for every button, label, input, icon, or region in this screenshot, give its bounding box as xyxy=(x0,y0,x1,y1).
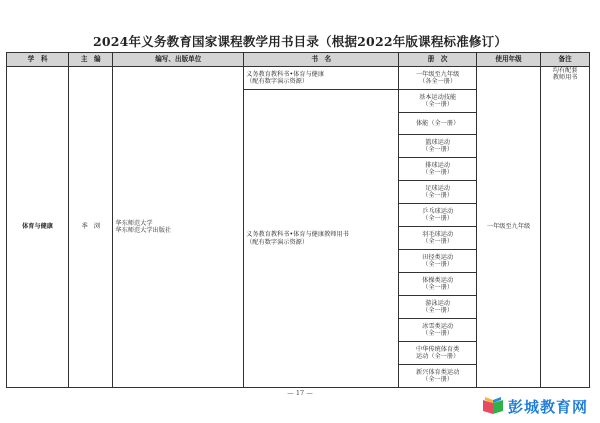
note-line: 教师用书 xyxy=(552,74,578,82)
volume-cell xyxy=(399,365,477,388)
volume-cell xyxy=(399,342,477,365)
volume-line: 羽毛球运动 xyxy=(422,230,454,238)
volume-line: 足球运动 xyxy=(425,184,450,192)
publisher-cell xyxy=(113,67,244,388)
volume-line: 篮球运动 xyxy=(425,138,450,146)
editor-cell: 季 浏 xyxy=(69,67,113,388)
volume-cell xyxy=(399,90,477,113)
open-book-icon xyxy=(482,394,504,416)
volume-line: 游泳运动 xyxy=(425,299,450,307)
header-subject: 学 科 xyxy=(7,53,69,67)
volume-cell xyxy=(399,135,477,158)
note-cell xyxy=(541,67,590,388)
page-number: — 17 — xyxy=(287,389,313,397)
note-line: 均有配套 xyxy=(552,67,578,74)
volume-line: （全一册） xyxy=(422,169,454,176)
watermark-logo xyxy=(482,393,594,419)
volume-cell xyxy=(399,204,477,227)
publisher-line: 华东师范大学 xyxy=(115,219,153,227)
volume-line: （全一册） xyxy=(422,307,454,314)
volume-line: 运动（全一册） xyxy=(415,353,460,360)
volume-line: （全一册） xyxy=(422,330,454,337)
volume-line: 中华传统体育类 xyxy=(415,345,460,353)
grade-cell: 一年级至九年级 xyxy=(476,67,540,388)
volume-line: 体操类运动 xyxy=(422,276,454,284)
volume-cell xyxy=(399,319,477,342)
book-name-cell xyxy=(244,67,399,90)
subject-cell: 体育与健康 xyxy=(7,67,69,388)
header-note: 备注 xyxy=(541,53,590,67)
book-name-line: （配有数字演示资源） xyxy=(246,78,309,85)
volume-line: 基本运动技能 xyxy=(419,93,457,101)
table-header-row xyxy=(7,53,590,67)
watermark-text: 彭城教育网 xyxy=(508,398,589,416)
header-grade: 使用年级 xyxy=(476,53,540,67)
volume-cell xyxy=(399,250,477,273)
volume-cell xyxy=(399,296,477,319)
header-editor: 主 编 xyxy=(69,53,113,67)
publisher-line: 华东师范大学出版社 xyxy=(115,227,172,234)
volume-line: （全一册） xyxy=(422,284,454,291)
volume-cell xyxy=(399,113,477,135)
volume-line: （全一册） xyxy=(422,146,454,153)
book-name-line: （配有数字演示资源） xyxy=(246,238,309,246)
volume-line: 冰雪类运动 xyxy=(422,322,454,330)
header-book-name: 书 名 xyxy=(244,53,399,67)
volume-line: （各全一册） xyxy=(419,78,457,85)
volume-line: 乒乓球运动 xyxy=(422,207,454,215)
volume-line: （全一册） xyxy=(422,101,454,108)
book-name-line: 义务教育教科书•体育与健康教师用书 xyxy=(246,231,349,239)
book-name-line: 义务教育教科书•体育与健康 xyxy=(246,70,325,78)
volume-line: （全一册） xyxy=(422,376,454,383)
volume-cell xyxy=(399,67,477,90)
volume-cell xyxy=(399,158,477,181)
page-title: 2024年义务教育国家课程教学用书目录（根据2022年版课程标准修订） xyxy=(92,34,508,49)
header-publisher: 编写、出版单位 xyxy=(113,53,244,67)
book-name-cell xyxy=(244,90,399,388)
volume-line: 一年级至九年级 xyxy=(415,70,460,78)
volume-cell xyxy=(399,181,477,204)
volume-line: 排球运动 xyxy=(425,161,450,169)
catalog-table xyxy=(6,52,590,388)
volume-line: 田径类运动 xyxy=(422,253,454,261)
volume-line: 新兴体育类运动 xyxy=(415,368,460,376)
volume-cell xyxy=(399,227,477,250)
volume-line: （全一册） xyxy=(422,238,454,245)
volume-line: （全一册） xyxy=(422,215,454,222)
volume-cell xyxy=(399,273,477,296)
volume-line: （全一册） xyxy=(422,261,454,268)
table-row xyxy=(7,67,590,90)
header-volume: 册 次 xyxy=(399,53,477,67)
volume-line: 体能（全一册） xyxy=(415,119,460,127)
volume-line: （全一册） xyxy=(422,192,454,199)
